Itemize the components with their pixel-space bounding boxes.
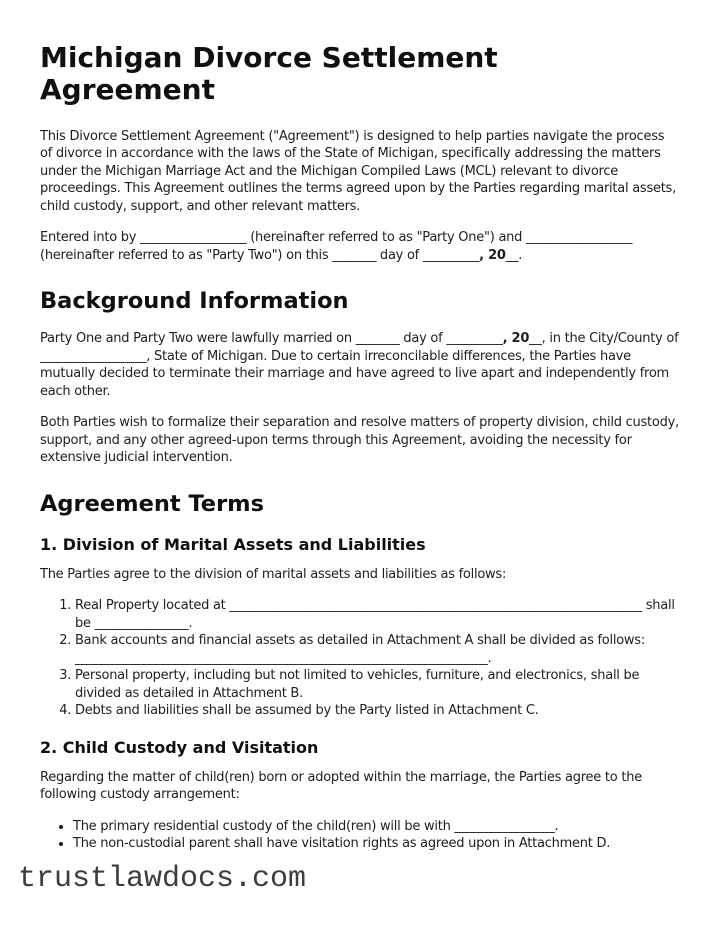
entered-into-paragraph: Entered into by _________________ (hereinafter referred to as "Party One") and _________________ (hereinafter referred to as "Party Two") on this _______ day of _________, 20__. <box>40 230 633 263</box>
child-custody-heading: 2. Child Custody and Visitation <box>40 737 319 757</box>
background-information-heading: Background Information <box>40 288 349 315</box>
custody-list-item: • The non-custodial parent shall have visitation rights as agreed upon in Attachment D. <box>73 835 680 853</box>
custody-list-item: • The primary residential custody of the child(ren) will be with ________________. <box>73 818 680 836</box>
background-paragraph-marriage: Party One and Party Two were lawfully married on _______ day of _________, 20__, in the City/County of _________________, State of Michigan. Due to certain irreconcilable differences, the Parties have mutually decided to terminate their marriage and have agreed to live apart and independently from each other. <box>40 331 679 399</box>
child-custody-list <box>40 818 680 853</box>
division-list-item: 1. Real Property located at __________________________________________________________________ shall be _______________. <box>75 597 680 632</box>
intro-paragraph: This Divorce Settlement Agreement ("Agreement") is designed to help parties navigate the process of divorce in accordance with the laws of the State of Michigan, specifically addressing the matters under the Michigan Marriage Act and the Michigan Compiled Laws (MCL) relevant to divorce proceedings. This Agreement outlines the terms agreed upon by the Parties regarding marital assets, child custody, support, and other relevant matters. <box>40 128 676 214</box>
division-list-item: 4. Debts and liabilities shall be assumed by the Party listed in Attachment C. <box>75 702 680 720</box>
page-title: Michigan Divorce Settlement Agreement <box>40 41 498 107</box>
division-of-assets-list <box>40 597 680 720</box>
division-of-assets-heading: 1. Division of Marital Assets and Liabilities <box>40 534 426 554</box>
division-list-item: 3. Personal property, including but not limited to vehicles, furniture, and electronics, shall be divided as detailed in Attachment B. <box>75 667 680 702</box>
background-paragraph-formalize: Both Parties wish to formalize their separation and resolve matters of property division, child custody, support, and any other agreed-upon terms through this Agreement, avoiding the necessity for extensive judicial intervention. <box>40 415 679 466</box>
division-list-item: 2. Bank accounts and financial assets as detailed in Attachment A shall be divided as follows: __________________________________________________________________. <box>75 632 680 667</box>
agreement-terms-heading: Agreement Terms <box>40 490 265 517</box>
watermark-text: trustlawdocs.com <box>18 861 307 896</box>
division-of-assets-intro: The Parties agree to the division of marital assets and liabilities as follows: <box>40 566 507 582</box>
child-custody-intro: Regarding the matter of child(ren) born or adopted within the marriage, the Parties agree to the following custody arrangement: <box>40 769 642 803</box>
